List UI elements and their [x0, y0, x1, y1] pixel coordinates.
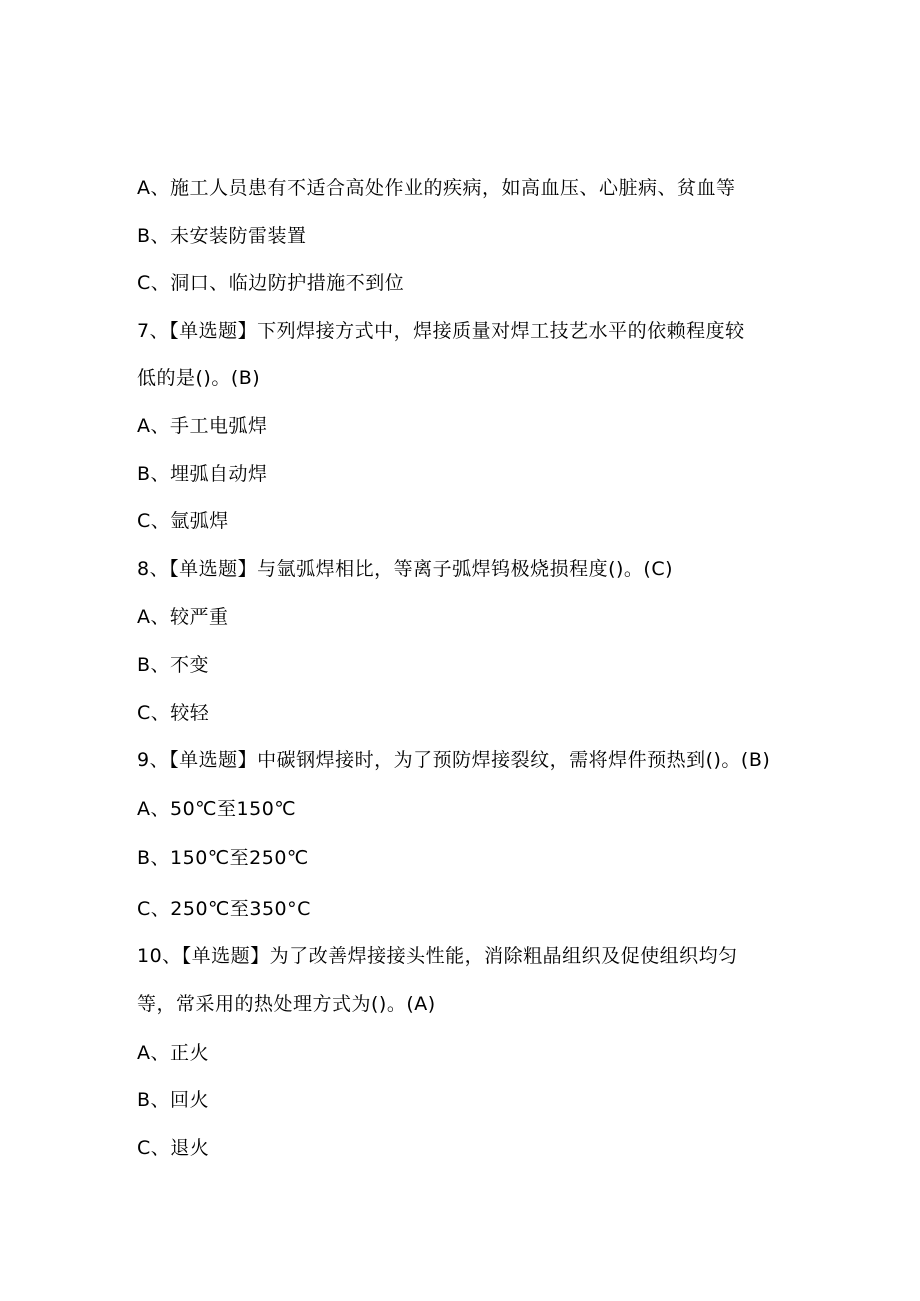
option-a-q7: A、手工电弧焊: [137, 415, 268, 437]
option-c-q10: C、退火: [137, 1137, 210, 1159]
option-b-q9: B、150℃至250℃: [137, 847, 309, 869]
option-a-q8: A、较严重: [137, 606, 229, 628]
question-10-text-cont: 等，常采用的热处理方式为()。(A): [137, 993, 436, 1015]
question-9-text: 9、【单选题】中碳钢焊接时，为了预防焊接裂纹，需将焊件预热到()。(B): [137, 749, 771, 771]
option-a-q6: A、施工人员患有不适合高处作业的疾病，如高血压、心脏病、贫血等: [137, 177, 736, 199]
option-c-q7: C、氩弧焊: [137, 510, 229, 532]
option-b-q10: B、回火: [137, 1089, 210, 1111]
option-a-q10: A、正火: [137, 1042, 209, 1064]
question-8-text: 8、【单选题】与氩弧焊相比，等离子弧焊钨极烧损程度()。(C): [137, 558, 674, 580]
option-c-q9: C、250℃至350°C: [137, 898, 311, 920]
option-a-q9: A、50℃至150℃: [137, 798, 297, 820]
option-c-q8: C、较轻: [137, 702, 210, 724]
question-7-text-cont: 低的是()。(B): [137, 367, 261, 389]
question-10-text: 10、【单选题】为了改善焊接接头性能，消除粗晶组织及促使组织均匀: [137, 945, 738, 967]
option-b-q7: B、埋弧自动焊: [137, 463, 268, 485]
option-b-q6: B、未安装防雷装置: [137, 225, 307, 247]
option-c-q6: C、洞口、临边防护措施不到位: [137, 272, 405, 294]
question-7-text: 7、【单选题】下列焊接方式中，焊接质量对焊工技艺水平的依赖程度较: [137, 320, 745, 342]
option-b-q8: B、不变: [137, 654, 210, 676]
